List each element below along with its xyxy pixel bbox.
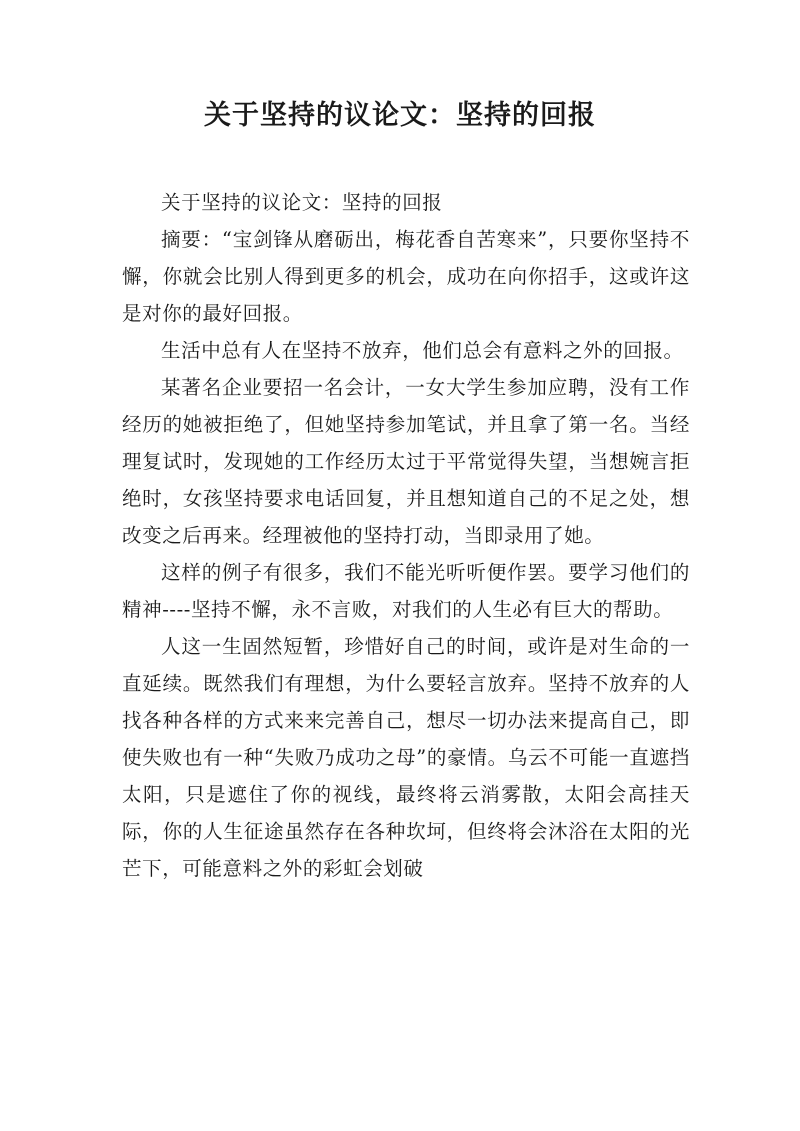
document-title: 关于坚持的议论文：坚持的回报 bbox=[204, 100, 596, 131]
paragraph-lesson: 这样的例子有很多，我们不能光听听便作罢。要学习他们的精神----坚持不懈，永不言败，对我们的人生必有巨大的帮助。 bbox=[122, 561, 690, 621]
paragraph-abstract: 摘要：“宝剑锋从磨砺出，梅花香自苦寒来”，只要你坚持不懈，你就会比别人得到更多的机会，成功在向你招手，这或许这是对你的最好回报。 bbox=[122, 228, 690, 325]
paragraph-intro: 生活中总有人在坚持不放弃，他们总会有意料之外的回报。 bbox=[161, 339, 684, 362]
document-body bbox=[122, 184, 690, 887]
paragraph-example: 某著名企业要招一名会计，一女大学生参加应聘，没有工作经历的她被拒绝了，但她坚持参加笔试，并且拿了第一名。当经理复试时，发现她的工作经历太过于平常觉得失望，当想婉言拒绝时，女孩坚持要求电话回复，并且想知道自己的不足之处，想改变之后再来。经理被他的坚持打动，当即录用了她。 bbox=[122, 376, 690, 547]
paragraph-reflection: 人这一生固然短暂，珍惜好自己的时间，或许是对生命的一直延续。既然我们有理想，为什么要轻言放弃。坚持不放弃的人找各种各样的方式来来完善自己，想尽一切办法来提高自己，即使失败也有一种“失败乃成功之母”的豪情。乌云不可能一直遮挡太阳，只是遮住了你的视线，最终将云消雾散，太阳会高挂天际，你的人生征途虽然存在各种坎坷，但终将会沐浴在太阳的光芒下，可能意料之外的彩虹会划破 bbox=[122, 635, 690, 880]
paragraph-subtitle: 关于坚持的议论文：坚持的回报 bbox=[161, 191, 443, 214]
